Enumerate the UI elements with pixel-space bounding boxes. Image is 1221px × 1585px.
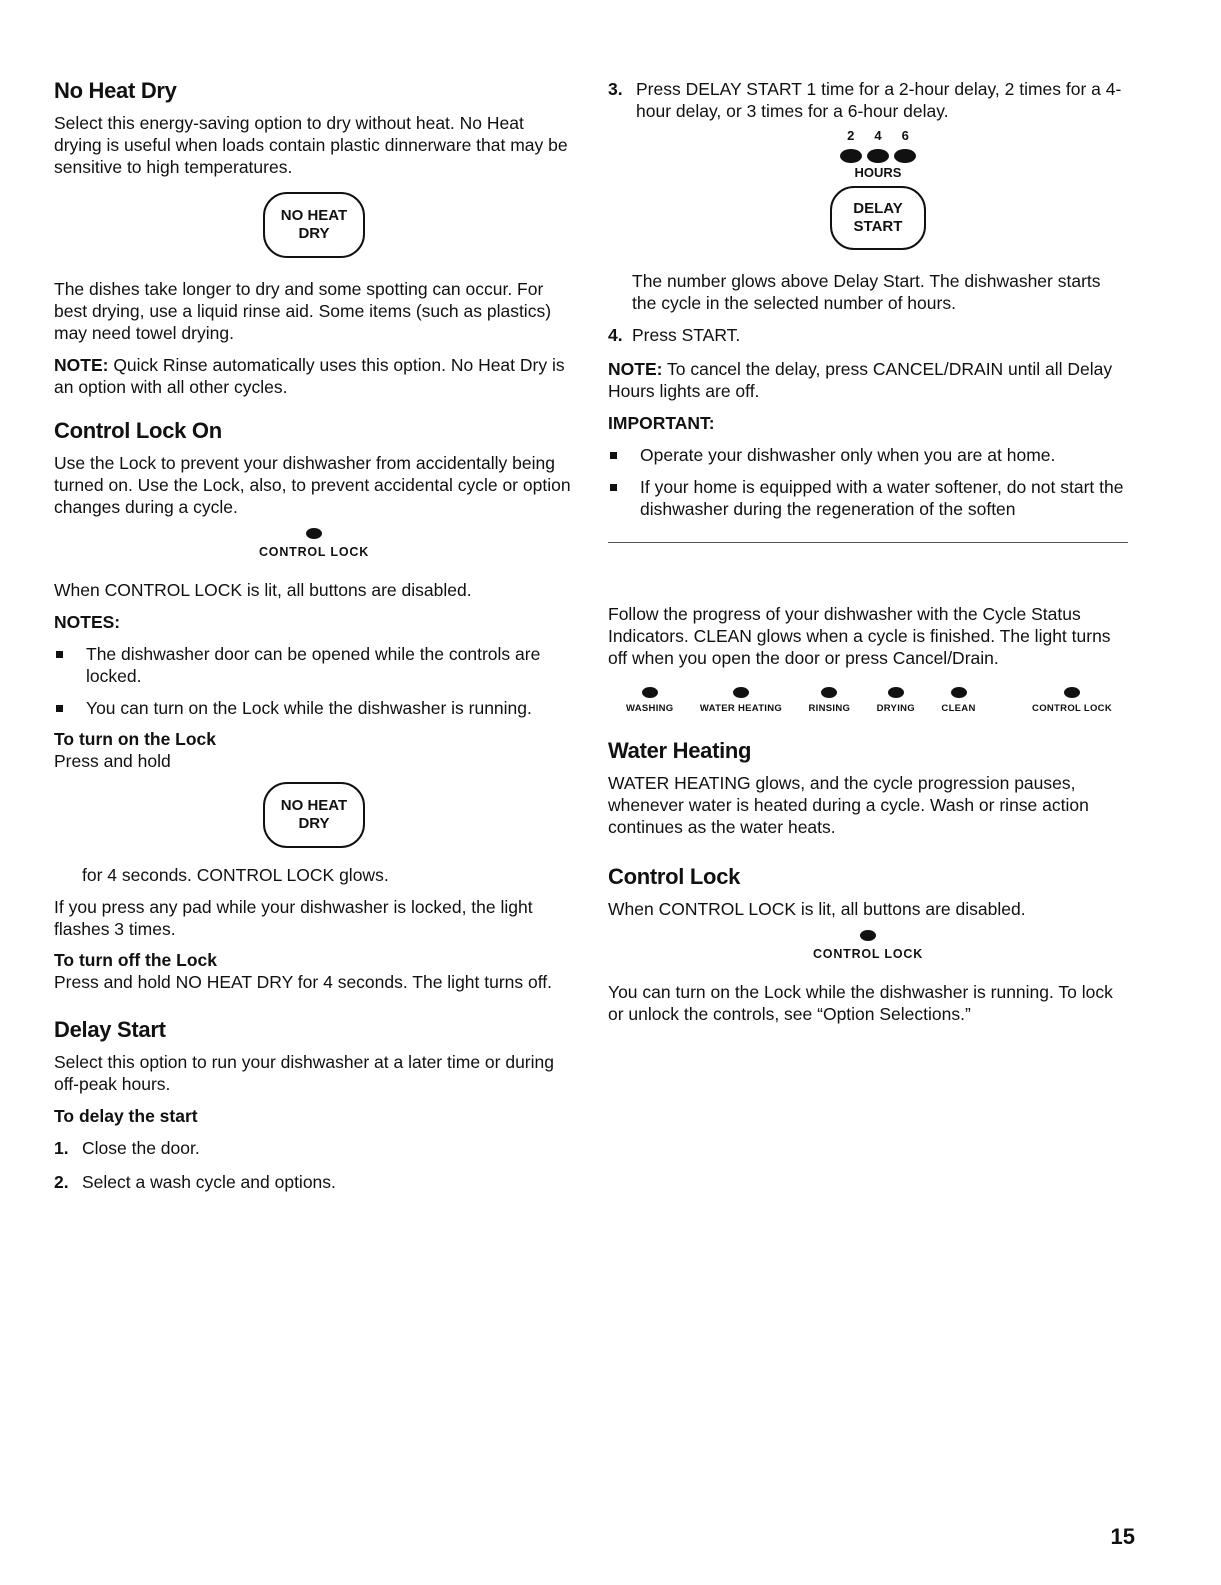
no-heat-dry-button-illustration-2 <box>54 782 574 848</box>
no-heat-dry-paragraph: The dishes take longer to dry and some spotting can occur. For best drying, use a liquid rinse aid. Some items (such as plastics) may need towel drying. <box>54 279 552 343</box>
delay-glow-text: The number glows above Delay Start. The dishwasher starts the cycle in the selected number of hours. <box>632 271 1101 313</box>
hours-number: 2 <box>847 128 855 143</box>
button-label-line2: START <box>853 218 903 235</box>
list-item <box>54 643 574 687</box>
status-led-icon <box>821 687 837 698</box>
important-list <box>608 444 1128 520</box>
step-number: 4. <box>608 325 623 345</box>
turn-off-lock-text: Press and hold NO HEAT DRY for 4 seconds. The light turns off. <box>54 972 553 992</box>
water-heating-text: WATER HEATING glows, and the cycle progression pauses, whenever water is heated during a cycle. Wash or rinse action continues as the water heats. <box>608 773 1089 837</box>
delay-cancel-note <box>608 358 1128 402</box>
status-label: CLEAN <box>941 703 976 714</box>
hold-seconds-text: for 4 seconds. CONTROL LOCK glows. <box>82 865 389 885</box>
note-label: NOTE: <box>54 355 109 375</box>
list-item <box>608 476 1128 520</box>
status-led-icon <box>1064 687 1080 698</box>
control-lock-on-intro: Use the Lock to prevent your dishwasher from accidentally being turned on. Use the Lock, also, to prevent accidental cycle or option changes during a cycle. <box>54 453 571 517</box>
step-text: Press DELAY START 1 time for a 2-hour delay, 2 times for a 4-hour delay, or 3 times for a 6-hour delay. <box>636 79 1122 121</box>
step-number: 2. <box>54 1172 69 1192</box>
locked-flash-text: If you press any pad while your dishwasher is locked, the light flashes 3 times. <box>54 897 533 939</box>
important-item-text: If your home is equipped with a water softener, do not start the dishwasher during the regeneration of the soften <box>640 477 1124 519</box>
button-label-line1: NO HEAT <box>280 207 348 224</box>
status-led-icon <box>951 687 967 698</box>
status-indicator-washing <box>626 687 674 714</box>
step-3 <box>608 78 1128 122</box>
step-number: 3. <box>608 79 623 99</box>
turn-on-lock-text: Press and hold <box>54 751 171 771</box>
right-column <box>608 78 1128 1035</box>
status-indicator-control-lock <box>1032 687 1112 714</box>
important-heading: IMPORTANT: <box>608 413 715 433</box>
control-lock-led-icon <box>306 528 322 539</box>
no-heat-dry-button <box>263 782 365 848</box>
control-lock-lit-text: When CONTROL LOCK is lit, all buttons are disabled. <box>54 580 472 600</box>
square-bullet-icon <box>56 651 63 658</box>
control-lock-lit-text: When CONTROL LOCK is lit, all buttons are disabled. <box>608 899 1026 919</box>
status-label: RINSING <box>808 703 851 714</box>
status-label: WASHING <box>626 703 674 714</box>
note-text: To cancel the delay, press CANCEL/DRAIN until all Delay Hours lights are off. <box>608 359 1113 401</box>
square-bullet-icon <box>56 705 63 712</box>
hours-led-icon <box>840 149 862 163</box>
control-lock-indicator-label: CONTROL LOCK <box>258 545 370 559</box>
section-title-control-lock-on: Control Lock On <box>54 418 222 443</box>
control-lock-indicator-label: CONTROL LOCK <box>812 947 924 961</box>
note-label: NOTE: <box>608 359 663 379</box>
button-label-line1: NO HEAT <box>280 797 348 814</box>
step-text: Press START. <box>632 325 741 345</box>
cycle-status-text: Follow the progress of your dishwasher with the Cycle Status Indicators. CLEAN glows when a cycle is finished. The light turns off when you open the door or press Cancel/Drain. <box>608 604 1111 668</box>
hours-number: 6 <box>901 128 909 143</box>
status-led-icon <box>733 687 749 698</box>
section-title-delay-start: Delay Start <box>54 1017 166 1042</box>
hours-leds <box>840 149 916 163</box>
turn-on-lock-heading: To turn on the Lock <box>54 729 217 749</box>
status-led-icon <box>888 687 904 698</box>
no-heat-dry-button-illustration <box>54 192 574 258</box>
control-lock-indicator <box>608 930 1128 961</box>
button-label-line1: DELAY <box>853 200 903 217</box>
delay-hours-indicator <box>608 128 1128 250</box>
status-label: CONTROL LOCK <box>1032 703 1112 714</box>
list-item <box>54 1137 574 1159</box>
hours-number: 4 <box>874 128 882 143</box>
control-lock-led-icon <box>860 930 876 941</box>
delay-start-button <box>830 186 926 250</box>
note-text: Quick Rinse automatically uses this option. No Heat Dry is an option with all other cycles. <box>54 355 565 397</box>
status-indicator-rinsing <box>809 687 851 714</box>
list-item <box>608 444 1128 466</box>
control-lock-indicator <box>54 528 574 559</box>
step-number: 1. <box>54 1138 69 1158</box>
section-title-no-heat-dry: No Heat Dry <box>54 78 177 103</box>
step-text: Select a wash cycle and options. <box>82 1172 336 1192</box>
status-led-icon <box>642 687 658 698</box>
notes-list <box>54 643 574 719</box>
delay-start-intro: Select this option to run your dishwasher at a later time or during off-peak hours. <box>54 1052 554 1094</box>
no-heat-dry-note <box>54 354 574 398</box>
delay-steps-list <box>54 1137 574 1193</box>
hours-led-icon <box>894 149 916 163</box>
status-indicator-drying <box>877 687 915 714</box>
status-indicator-clean <box>941 687 975 714</box>
no-heat-dry-intro: Select this energy-saving option to dry without heat. No Heat drying is useful when loads contain plastic dinnerware that may be sensitive to high temperatures. <box>54 113 568 177</box>
left-column <box>54 78 574 1205</box>
step-text: Close the door. <box>82 1138 200 1158</box>
step-4 <box>608 324 1128 358</box>
note-item-text: You can turn on the Lock while the dishwasher is running. <box>86 698 532 718</box>
status-label: WATER HEATING <box>699 703 783 714</box>
button-label-line2: DRY <box>298 815 330 832</box>
hours-led-icon <box>867 149 889 163</box>
page-number: 15 <box>1110 1524 1135 1549</box>
control-lock-running-text: You can turn on the Lock while the dishwasher is running. To lock or unlock the controls, see “Option Selections.” <box>608 982 1113 1024</box>
square-bullet-icon <box>610 452 617 459</box>
notes-heading: NOTES: <box>54 612 121 632</box>
important-item-text: Operate your dishwasher only when you are at home. <box>640 445 1056 465</box>
button-label-line2: DRY <box>298 225 330 242</box>
section-title-control-lock: Control Lock <box>608 864 741 889</box>
square-bullet-icon <box>610 484 617 491</box>
cycle-status-indicators <box>626 687 1112 714</box>
list-item <box>54 1171 574 1193</box>
section-title-water-heating: Water Heating <box>608 738 752 763</box>
status-label: DRYING <box>876 703 915 714</box>
hours-numbers <box>847 128 909 143</box>
hours-label: HOURS <box>854 165 902 180</box>
delay-start-subheading: To delay the start <box>54 1106 198 1126</box>
list-item <box>54 697 574 719</box>
no-heat-dry-button <box>263 192 365 258</box>
divider <box>608 542 1128 543</box>
note-item-text: The dishwasher door can be opened while the controls are locked. <box>86 644 541 686</box>
status-indicator-water-heating <box>700 687 782 714</box>
turn-off-lock-heading: To turn off the Lock <box>54 950 217 970</box>
